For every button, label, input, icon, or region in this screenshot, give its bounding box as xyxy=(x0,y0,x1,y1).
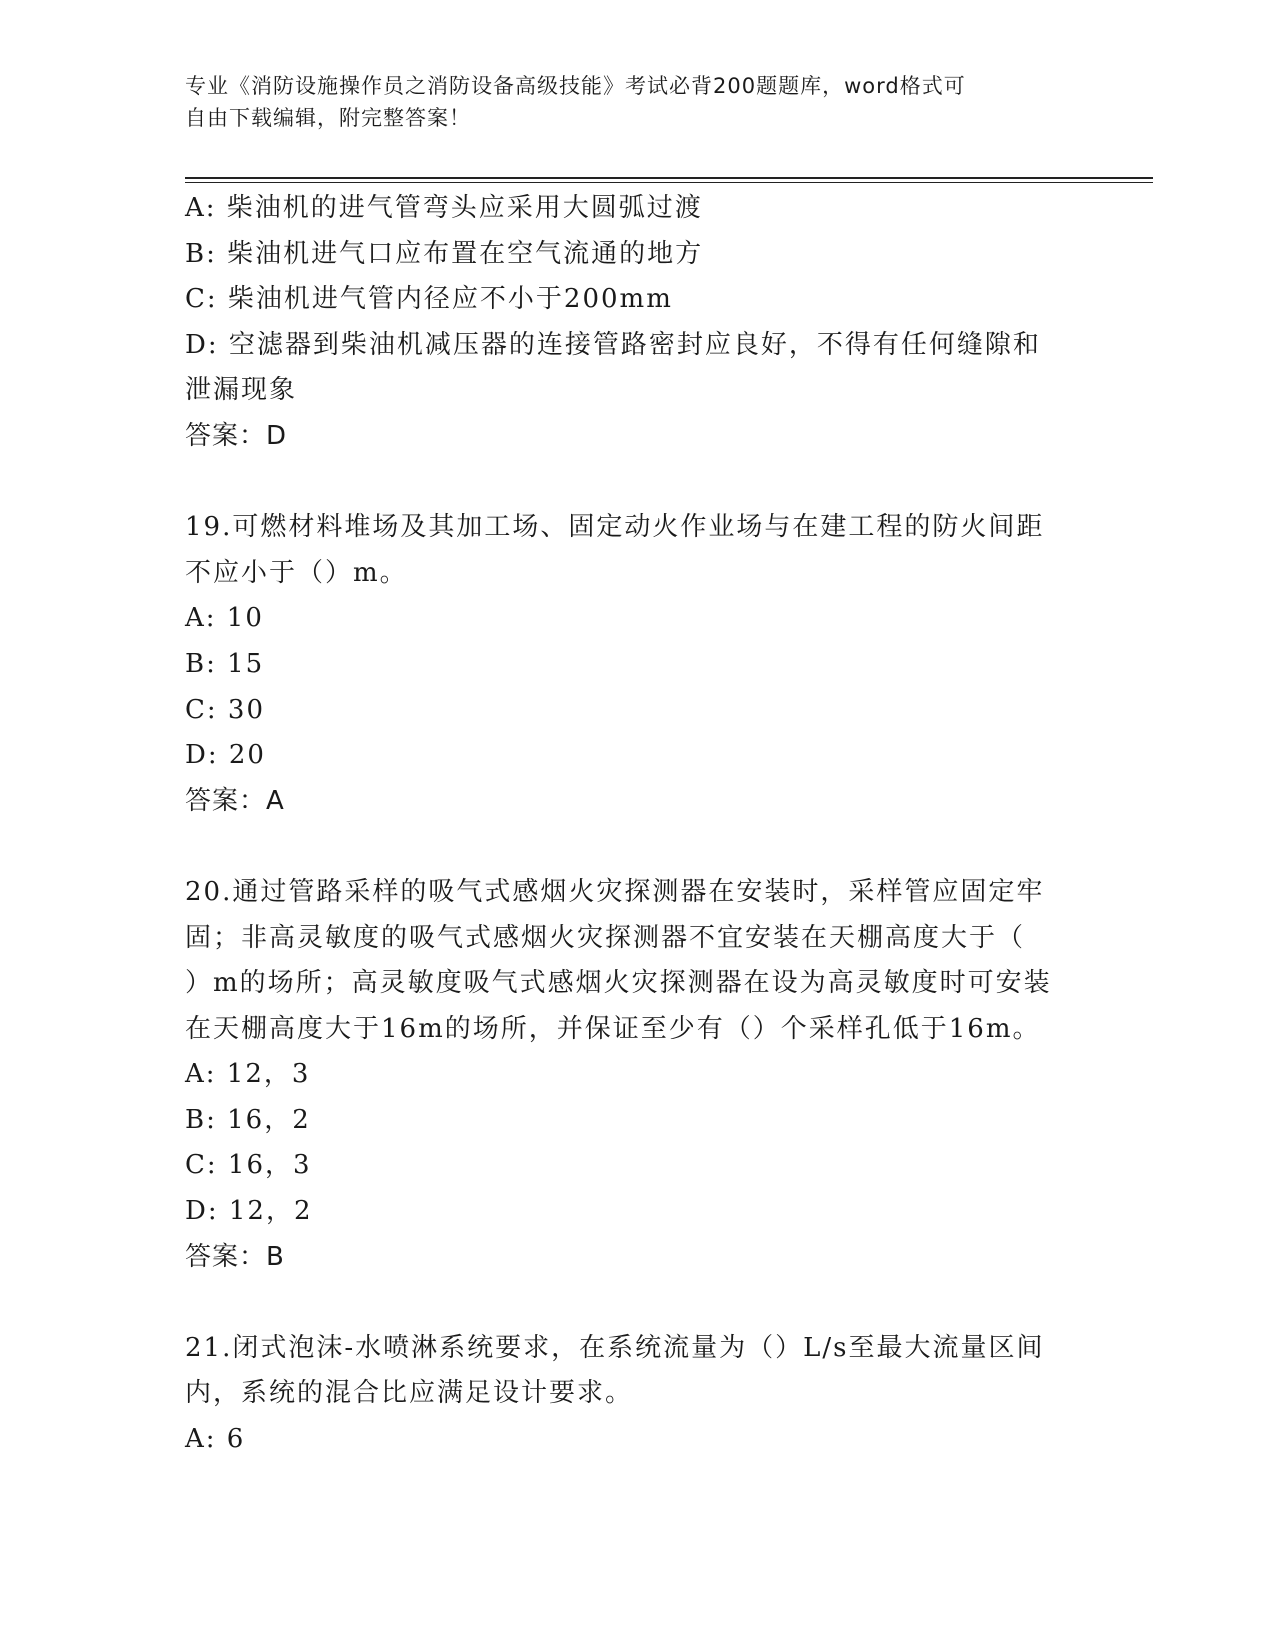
q20-option-d: D: 12，2 xyxy=(185,1196,313,1227)
q18-option-d: D: 空滤器到柴油机减压器的连接管路密封应良好，不得有任何缝隙和 xyxy=(185,329,1041,360)
q20-option-c: C: 16，3 xyxy=(185,1150,312,1181)
q18-answer: 答案：D xyxy=(185,420,288,451)
q21-option-a: A: 6 xyxy=(185,1424,246,1455)
question-20-block xyxy=(185,870,1085,1280)
q20-answer: 答案：B xyxy=(185,1241,285,1272)
q20-option-b: B: 16，2 xyxy=(185,1104,311,1135)
q19-option-b: B: 15 xyxy=(185,648,265,679)
q19-option-a: A: 10 xyxy=(185,603,264,634)
q18-option-b: B: 柴油机进气口应布置在空气流通的地方 xyxy=(185,238,704,269)
q19-answer: 答案：A xyxy=(185,785,285,816)
q20-text-line-2: 固；非高灵敏度的吸气式感烟火灾探测器不宜安装在天棚高度大于（ xyxy=(185,922,1026,953)
header-divider-thick xyxy=(185,177,1153,179)
question-18-block xyxy=(185,186,1085,460)
q20-text-line-4: 在天棚高度大于16m的场所，并保证至少有（）个采样孔低于16m。 xyxy=(185,1013,1041,1044)
q19-text-line-1: 19.可燃材料堆场及其加工场、固定动火作业场与在建工程的防火间距 xyxy=(185,512,1045,543)
q20-text-line-1: 20.通过管路采样的吸气式感烟火灾探测器在安装时，采样管应固定牢 xyxy=(185,876,1045,907)
q18-option-d-cont: 泄漏现象 xyxy=(185,375,298,406)
question-19-block xyxy=(185,505,1085,824)
spacer xyxy=(185,1280,1085,1326)
spacer xyxy=(185,460,1085,506)
spacer xyxy=(185,824,1085,870)
q19-option-d: D: 20 xyxy=(185,740,266,771)
q20-text-line-3: ）m的场所；高灵敏度吸气式感烟火灾探测器在设为高灵敏度时可安装 xyxy=(185,968,1052,999)
q18-option-a: A: 柴油机的进气管弯头应采用大圆弧过渡 xyxy=(185,193,703,223)
q21-text-line-1: 21.闭式泡沫-水喷淋系统要求，在系统流量为（）L/s至最大流量区间 xyxy=(185,1332,1045,1363)
document-header xyxy=(185,70,1065,134)
q18-option-c: C: 柴油机进气管内径应不小于200mm xyxy=(185,284,673,315)
question-21-block xyxy=(185,1326,1085,1463)
q21-text-line-2: 内，系统的混合比应满足设计要求。 xyxy=(185,1378,634,1409)
header-line-2: 自由下载编辑，附完整答案！ xyxy=(185,106,471,130)
q19-text-line-2: 不应小于（）m。 xyxy=(185,557,408,588)
q19-option-c: C: 30 xyxy=(185,694,266,725)
document-body xyxy=(185,186,1085,1463)
header-line-1: 专业《消防设施操作员之消防设备高级技能》考试必背200题题库，word格式可 xyxy=(185,74,966,98)
header-divider-thin xyxy=(185,182,1153,183)
q20-option-a: A: 12，3 xyxy=(185,1059,311,1090)
